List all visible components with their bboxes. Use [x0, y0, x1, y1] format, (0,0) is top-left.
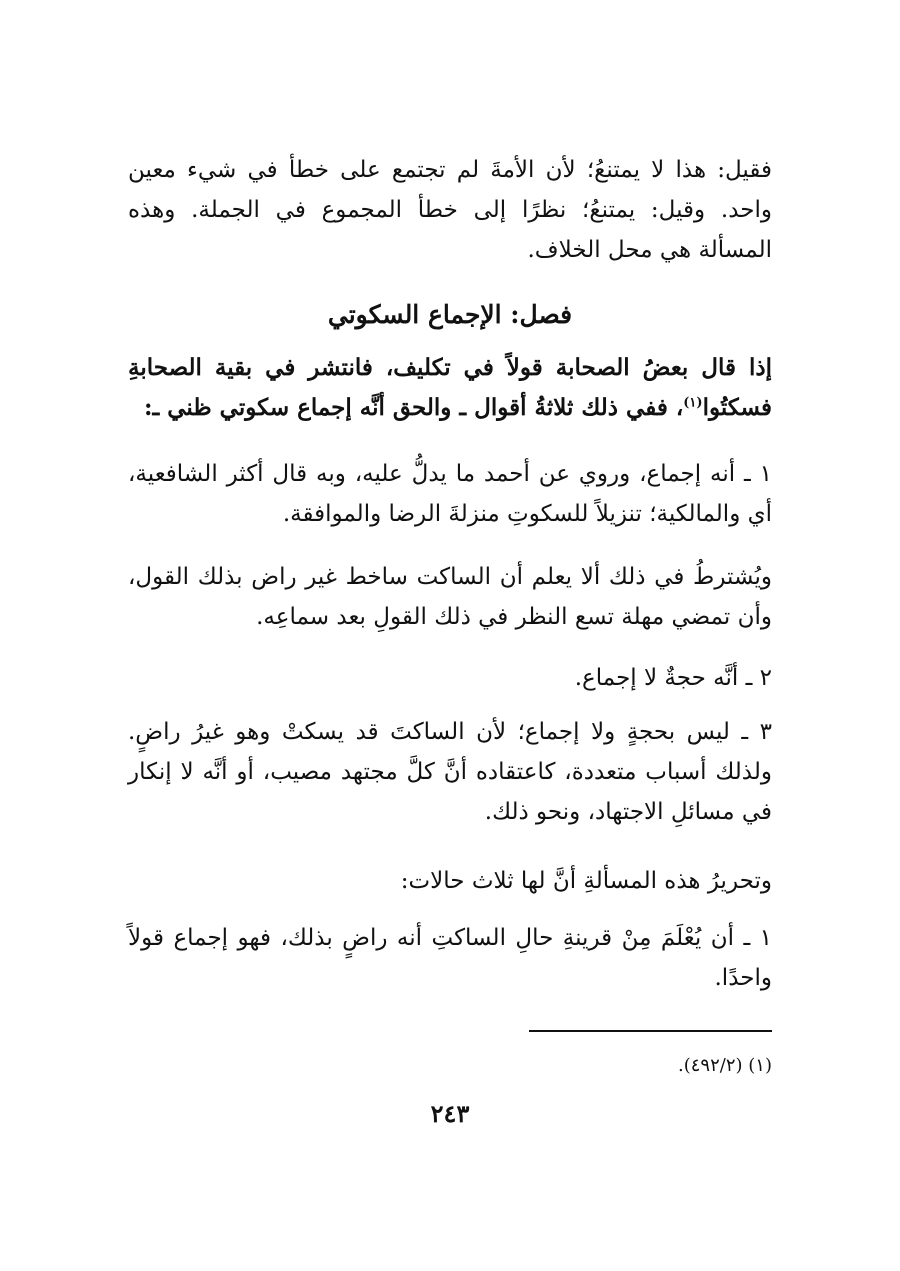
footnote-1: (١) (٤٩٢/٢).: [678, 1055, 772, 1076]
paragraph-6: ٣ ـ ليس بحجةٍ ولا إجماع؛ لأن الساكتَ قد يسكتْ وهو غيرُ راضٍ. ولذلك أسباب متعددة، كاعتقاده أنَّ كلَّ مجتهد مصيب، أو أنَّه لا إنكار في مسائلِ الاجتهاد، ونحو ذلك.: [128, 719, 772, 825]
paragraph-2: [128, 348, 772, 428]
paragraph-3: ١ ـ أنه إجماع، وروي عن أحمد ما يدلُّ عليه، وبه قال أكثر الشافعية، أي والمالكية؛ تنزيلاً للسكوتِ منزلةَ الرضا والموافقة.: [128, 461, 772, 527]
book-page: [128, 0, 772, 1271]
paragraph-2-part-2: ، ففي ذلك ثلاثةُ أقوال ـ والحق أنَّه إجماع سكوتي ظني ـ:: [144, 394, 684, 421]
footnote-reference[interactable]: (١): [683, 395, 703, 411]
section-heading: فصل: الإجماع السكوتي: [327, 300, 573, 329]
paragraph-4: ويُشترطُ في ذلك ألا يعلم أن الساكت ساخط غير راض بذلك القول، وأن تمضي مهلة تسع النظر في ذلك القولِ بعد سماعِه.: [128, 564, 772, 630]
page-number: ٢٤٣: [430, 1099, 470, 1128]
paragraph-7: وتحريرُ هذه المسألةِ أنَّ لها ثلاث حالات:: [400, 868, 772, 894]
footnote-divider: [529, 1030, 772, 1032]
paragraph-8: ١ ـ أن يُعْلَمَ مِنْ قرينةِ حالِ الساكتِ أنه راضٍ بذلك، فهو إجماع قولاً واحدًا.: [128, 925, 772, 991]
paragraph-1: فقيل: هذا لا يمتنعُ؛ لأن الأمةَ لم تجتمع على خطأ في شيء معين واحد. وقيل: يمتنعُ؛ نظرًا إلى خطأ المجموع في الجملة. وهذه المسألة هي محل الخلاف.: [128, 157, 772, 263]
paragraph-5: ٢ ـ أنَّه حجةٌ لا إجماع.: [574, 665, 772, 691]
paragraph-2-part-1: إذا قال بعضُ الصحابة قولاً في تكليف، فانتشر في بقية الصحابةِ فسكتُوا: [128, 354, 772, 421]
